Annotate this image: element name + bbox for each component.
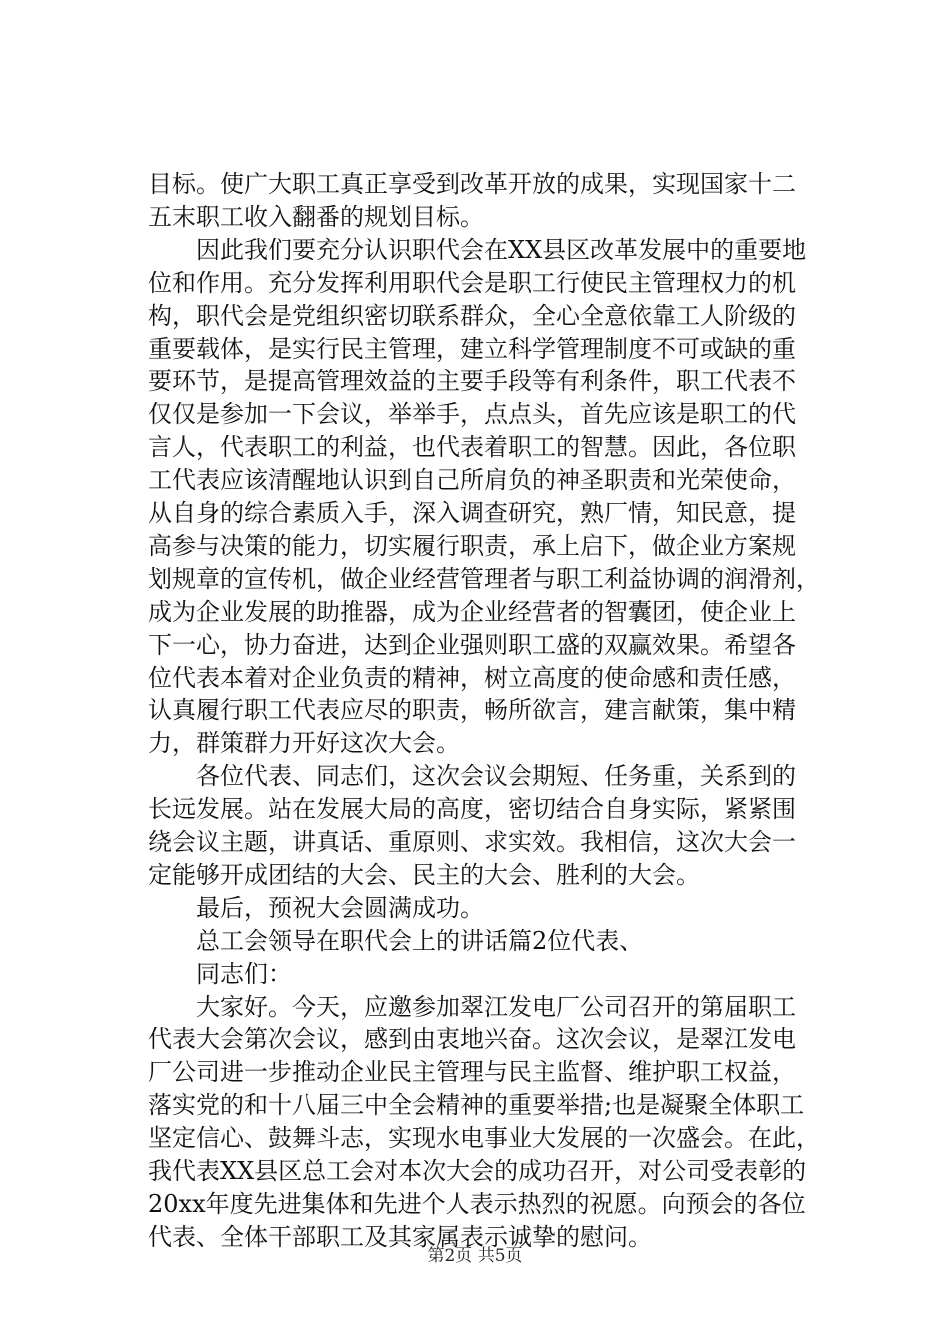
text-line: 坚定信心、鼓舞斗志，实现水电事业大发展的一次盛会。在此， [148,1124,820,1153]
text-line: 大家好。今天，应邀参加翠江发电厂公司召开的第届职工 [196,992,796,1021]
text-line: 总工会领导在职代会上的讲话篇2位代表、 [196,926,644,955]
text-line: 各位代表、同志们，这次会议会期短、任务重，关系到的 [196,762,796,791]
text-line: 定能够开成团结的大会、民主的大会、胜利的大会。 [148,860,700,889]
text-line: 言人，代表职工的利益，也代表着职工的智慧。因此，各位职 [148,433,796,462]
text-line: 工代表应该清醒地认识到自己所肩负的神圣职责和光荣使命， [148,466,796,495]
text-line: 同志们： [196,959,292,988]
text-line: 五末职工收入翻番的规划目标。 [148,202,484,231]
text-line: 划规章的宣传机，做企业经营管理者与职工利益协调的润滑剂， [148,564,820,593]
text-line: 认真履行职工代表应尽的职责，畅所欲言，建言献策，集中精 [148,696,796,725]
text-line: 绕会议主题，讲真话、重原则、求实效。我相信，这次大会一 [148,828,796,856]
text-line: 代表、全体干部职工及其家属表示诚挚的慰问。 [148,1222,652,1251]
text-line: 因此我们要充分认识职代会在XX县区改革发展中的重要地 [196,235,807,264]
text-line: 从自身的综合素质入手，深入调查研究，熟厂情，知民意，提 [148,499,796,527]
text-line: 下一心，协力奋进，达到企业强则职工盛的双赢效果。希望各 [148,630,796,659]
text-line: 目标。使广大职工真正享受到改革开放的成果，实现国家十二 [148,170,796,198]
text-line: 位代表本着对企业负责的精神，树立高度的使命感和责任感， [148,663,796,692]
text-line: 高参与决策的能力，切实履行职责，承上启下，做企业方案规 [148,531,796,560]
text-line: 力，群策群力开好这次大会。 [148,729,460,758]
text-line: 重要载体，是实行民主管理，建立科学管理制度不可或缺的重 [148,334,796,363]
text-line: 20xx年度先进集体和先进个人表示热烈的祝愿。向预会的各位 [148,1189,806,1218]
text-line: 代表大会第次会议，感到由衷地兴奋。这次会议，是翠江发电 [148,1025,796,1054]
text-line: 最后，预祝大会圆满成功。 [196,893,484,922]
text-line: 我代表XX县区总工会对本次大会的成功召开，对公司受表彰的 [148,1157,807,1185]
text-line: 位和作用。充分发挥利用职代会是职工行使民主管理权力的机 [148,268,796,297]
text-line: 构，职代会是党组织密切联系群众，全心全意依靠工人阶级的 [148,301,796,330]
text-line: 要环节，是提高管理效益的主要手段等有利条件，职工代表不 [148,367,796,396]
text-line: 成为企业发展的助推器，成为企业经营者的智囊团，使企业上 [148,597,796,626]
text-line: 厂公司进一步推动企业民主管理与民主监督、维护职工权益， [148,1058,796,1087]
text-line: 长远发展。站在发展大局的高度，密切结合自身实际，紧紧围 [148,795,796,824]
text-line: 仅仅是参加一下会议，举举手，点点头，首先应该是职工的代 [148,400,796,429]
text-line: 落实党的和十八届三中全会精神的重要举措;也是凝聚全体职工 [148,1091,805,1120]
page-footer: 第2页 共5页 [427,1246,523,1266]
